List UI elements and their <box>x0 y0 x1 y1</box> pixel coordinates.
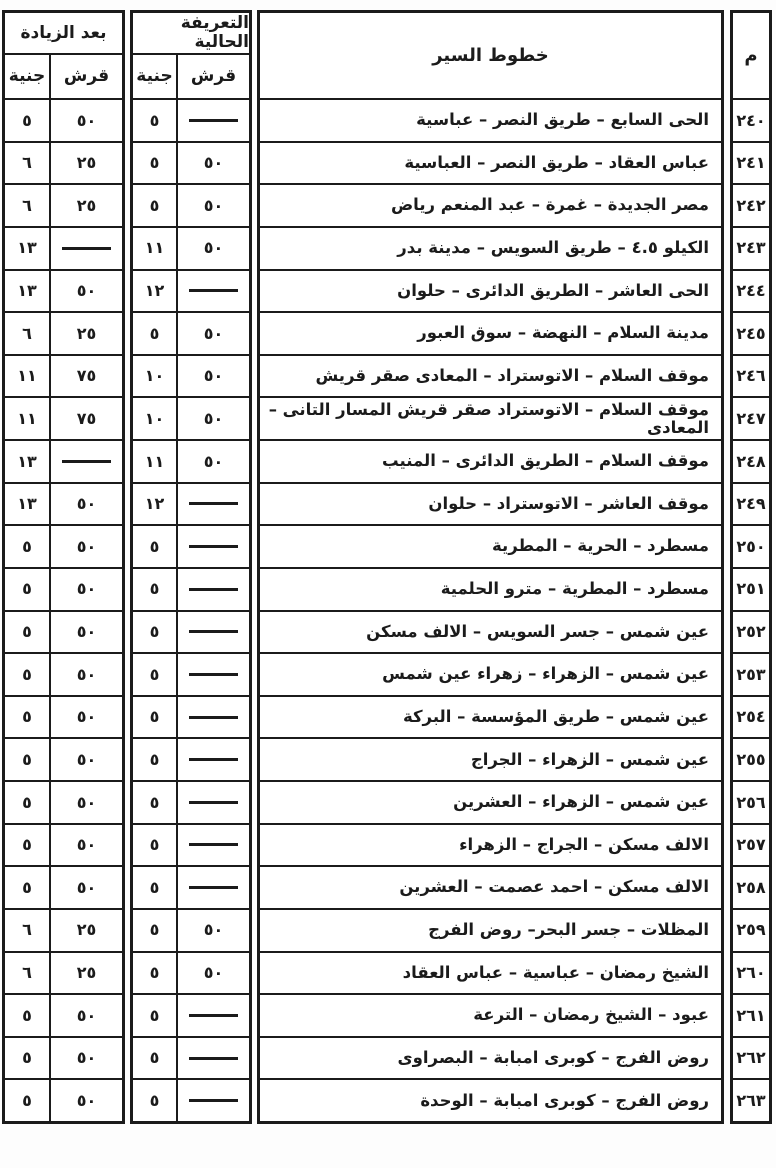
current-geneih-cell: ١٠ <box>133 354 176 397</box>
increase-geneih-cell: ٥ <box>5 567 49 610</box>
increase-geneih-cell: ٦ <box>5 141 49 184</box>
increase-qirsh-cell: ٥٠ <box>49 823 122 866</box>
increase-geneih-cell: ٦ <box>5 311 49 354</box>
route-cell: المظلات – جسر البحر– روض الفرج <box>260 908 721 951</box>
serial-cell: ٢٤٨ <box>733 439 769 482</box>
increase-qirsh-cell: ٥٠ <box>49 737 122 780</box>
increase-geneih-cell: ٥ <box>5 865 49 908</box>
route-cell: مسطرد – المطرية – مترو الحلمية <box>260 567 721 610</box>
current-qirsh-cell <box>176 865 249 908</box>
route-cell: روض الفرج – كوبرى امبابة – البصراوى <box>260 1036 721 1079</box>
current-geneih-cell: ٥ <box>133 908 176 951</box>
increase-qirsh-cell: ٥٠ <box>49 695 122 738</box>
increase-qirsh-cell: ٥٠ <box>49 567 122 610</box>
route-cell: الالف مسكن – الجراج – الزهراء <box>260 823 721 866</box>
current-qirsh-cell <box>176 610 249 653</box>
current-qirsh-cell <box>176 737 249 780</box>
no-value-dash <box>62 460 110 463</box>
current-qirsh-cell: ٥٠ <box>176 908 249 951</box>
current-geneih-cell: ٥ <box>133 652 176 695</box>
no-value-dash <box>189 801 237 804</box>
increase-geneih-cell: ٥ <box>5 1036 49 1079</box>
increase-geneih-cell: ٥ <box>5 524 49 567</box>
current-qirsh-cell: ٥٠ <box>176 311 249 354</box>
serial-cell: ٢٦٣ <box>733 1078 769 1121</box>
no-value-dash <box>189 1057 237 1060</box>
no-value-dash <box>189 119 237 122</box>
increase-qirsh-cell: ٥٠ <box>49 1078 122 1121</box>
serial-cell: ٢٤٢ <box>733 183 769 226</box>
route-cell: الكيلو ٤.٥ – طريق السويس – مدينة بدر <box>260 226 721 269</box>
current-qirsh-cell: ٥٠ <box>176 354 249 397</box>
increase-geneih-cell: ٥ <box>5 823 49 866</box>
geneih-header: جنية <box>133 53 176 98</box>
current-qirsh-cell: ٥٠ <box>176 226 249 269</box>
no-value-dash <box>189 1014 237 1017</box>
current-tariff-panel <box>130 10 252 1124</box>
no-value-dash <box>189 886 237 889</box>
current-geneih-cell: ٥ <box>133 1036 176 1079</box>
route-cell: عين شمس – الزهراء – الجراج <box>260 737 721 780</box>
current-qirsh-cell <box>176 482 249 525</box>
serial-cell: ٢٥٣ <box>733 652 769 695</box>
current-geneih-cell: ١١ <box>133 226 176 269</box>
increase-qirsh-cell <box>49 439 122 482</box>
current-qirsh-cell: ٥٠ <box>176 396 249 439</box>
no-value-dash <box>189 502 237 505</box>
current-qirsh-cell: ٥٠ <box>176 141 249 184</box>
increase-qirsh-cell: ٧٥ <box>49 396 122 439</box>
serial-cell: ٢٥٧ <box>733 823 769 866</box>
no-value-dash <box>189 758 237 761</box>
serial-cell: ٢٥٤ <box>733 695 769 738</box>
current-geneih-cell: ٥ <box>133 567 176 610</box>
increase-qirsh-cell: ٥٠ <box>49 482 122 525</box>
increase-qirsh-cell: ٥٠ <box>49 780 122 823</box>
increase-qirsh-cell: ٥٠ <box>49 652 122 695</box>
increase-geneih-cell: ١١ <box>5 354 49 397</box>
route-cell: مسطرد – الحرية – المطرية <box>260 524 721 567</box>
increase-qirsh-cell: ٥٠ <box>49 1036 122 1079</box>
current-qirsh-cell <box>176 993 249 1036</box>
route-cell: موقف السلام – الطريق الدائرى – المنيب <box>260 439 721 482</box>
increase-qirsh-cell: ٧٥ <box>49 354 122 397</box>
current-qirsh-cell: ٥٠ <box>176 183 249 226</box>
increase-qirsh-cell <box>49 226 122 269</box>
serial-cell: ٢٥٠ <box>733 524 769 567</box>
no-value-dash <box>189 1099 237 1102</box>
route-cell: الشيخ رمضان – عباسية – عباس العقاد <box>260 951 721 994</box>
serial-cell: ٢٤٥ <box>733 311 769 354</box>
qirsh-header: قرش <box>176 53 249 98</box>
route-cell: موقف العاشر – الاتوستراد – حلوان <box>260 482 721 525</box>
route-cell: عين شمس – جسر السويس – الالف مسكن <box>260 610 721 653</box>
current-geneih-cell: ٥ <box>133 823 176 866</box>
current-qirsh-cell <box>176 823 249 866</box>
routes-header: خطوط السير <box>432 44 549 66</box>
serial-cell: ٢٤٣ <box>733 226 769 269</box>
current-qirsh-cell <box>176 1078 249 1121</box>
serial-cell: ٢٥١ <box>733 567 769 610</box>
route-cell: عبود – الشيخ رمضان – الترعة <box>260 993 721 1036</box>
increase-qirsh-cell: ٥٠ <box>49 98 122 141</box>
current-geneih-cell: ١٠ <box>133 396 176 439</box>
serial-cell: ٢٤٠ <box>733 98 769 141</box>
current-qirsh-cell <box>176 1036 249 1079</box>
serial-panel <box>730 10 772 1124</box>
no-value-dash <box>189 673 237 676</box>
no-value-dash <box>62 247 110 250</box>
current-geneih-cell: ٥ <box>133 311 176 354</box>
current-geneih-cell: ٥ <box>133 780 176 823</box>
no-value-dash <box>189 716 237 719</box>
increase-qirsh-cell: ٢٥ <box>49 311 122 354</box>
increase-qirsh-cell: ٥٠ <box>49 610 122 653</box>
current-qirsh-cell <box>176 780 249 823</box>
current-geneih-cell: ١٢ <box>133 269 176 312</box>
route-cell: الحى السابع – طريق النصر – عباسية <box>260 98 721 141</box>
no-value-dash <box>189 843 237 846</box>
current-qirsh-cell <box>176 98 249 141</box>
current-geneih-cell: ١١ <box>133 439 176 482</box>
current-geneih-cell: ٥ <box>133 141 176 184</box>
serial-cell: ٢٦٢ <box>733 1036 769 1079</box>
no-value-dash <box>189 588 237 591</box>
no-value-dash <box>189 630 237 633</box>
increase-qirsh-cell: ٥٠ <box>49 269 122 312</box>
current-tariff-header: التعريفة الحالية <box>180 13 249 52</box>
fare-table <box>2 10 772 1124</box>
current-qirsh-cell <box>176 695 249 738</box>
increase-geneih-cell: ١٣ <box>5 226 49 269</box>
serial-cell: ٢٦١ <box>733 993 769 1036</box>
route-cell: الالف مسكن – احمد عصمت – العشرين <box>260 865 721 908</box>
current-qirsh-cell <box>176 269 249 312</box>
current-geneih-cell: ٥ <box>133 737 176 780</box>
route-cell: عين شمس – الزهراء – زهراء عين شمس <box>260 652 721 695</box>
increase-geneih-cell: ١٣ <box>5 269 49 312</box>
increase-geneih-cell: ٦ <box>5 908 49 951</box>
increase-geneih-cell: ٥ <box>5 695 49 738</box>
increase-qirsh-cell: ٥٠ <box>49 865 122 908</box>
serial-cell: ٢٦٠ <box>733 951 769 994</box>
geneih-header: جنية <box>5 53 49 98</box>
serial-cell: ٢٤٩ <box>733 482 769 525</box>
current-geneih-cell: ٥ <box>133 98 176 141</box>
serial-cell: ٢٥٥ <box>733 737 769 780</box>
serial-header: م <box>744 44 758 66</box>
increase-qirsh-cell: ٢٥ <box>49 951 122 994</box>
route-cell: الحى العاشر – الطريق الدائرى – حلوان <box>260 269 721 312</box>
increase-geneih-cell: ٥ <box>5 652 49 695</box>
increase-geneih-cell: ٥ <box>5 737 49 780</box>
serial-cell: ٢٤٦ <box>733 354 769 397</box>
increase-geneih-cell: ٥ <box>5 610 49 653</box>
increase-geneih-cell: ١٣ <box>5 482 49 525</box>
serial-cell: ٢٥٩ <box>733 908 769 951</box>
after-increase-header: بعد الزيادة <box>20 22 107 43</box>
current-geneih-cell: ٥ <box>133 951 176 994</box>
increase-geneih-cell: ٥ <box>5 993 49 1036</box>
increase-qirsh-cell: ٢٥ <box>49 141 122 184</box>
no-value-dash <box>189 545 237 548</box>
increase-qirsh-cell: ٥٠ <box>49 524 122 567</box>
routes-panel <box>257 10 724 1124</box>
serial-cell: ٢٥٨ <box>733 865 769 908</box>
current-qirsh-cell: ٥٠ <box>176 439 249 482</box>
current-geneih-cell: ٥ <box>133 183 176 226</box>
route-cell: موقف السلام – الاتوستراد صقر قريش المسار التانى – المعادى <box>260 396 721 439</box>
increase-qirsh-cell: ٥٠ <box>49 993 122 1036</box>
current-geneih-cell: ١٢ <box>133 482 176 525</box>
route-cell: عين شمس – الزهراء – العشرين <box>260 780 721 823</box>
serial-cell: ٢٥٦ <box>733 780 769 823</box>
route-cell: مصر الجديدة – غمرة – عبد المنعم رياض <box>260 183 721 226</box>
current-qirsh-cell <box>176 567 249 610</box>
current-geneih-cell: ٥ <box>133 1078 176 1121</box>
no-value-dash <box>189 289 237 292</box>
serial-cell: ٢٤٧ <box>733 396 769 439</box>
increase-geneih-cell: ٦ <box>5 951 49 994</box>
current-qirsh-cell: ٥٠ <box>176 951 249 994</box>
increase-geneih-cell: ١٣ <box>5 439 49 482</box>
increase-geneih-cell: ١١ <box>5 396 49 439</box>
route-cell: روض الفرج – كوبرى امبابة – الوحدة <box>260 1078 721 1121</box>
serial-cell: ٢٥٢ <box>733 610 769 653</box>
increase-geneih-cell: ٥ <box>5 1078 49 1121</box>
current-geneih-cell: ٥ <box>133 695 176 738</box>
current-qirsh-cell <box>176 652 249 695</box>
increase-qirsh-cell: ٢٥ <box>49 183 122 226</box>
serial-cell: ٢٤١ <box>733 141 769 184</box>
increase-qirsh-cell: ٢٥ <box>49 908 122 951</box>
qirsh-header: قرش <box>49 53 122 98</box>
current-geneih-cell: ٥ <box>133 993 176 1036</box>
increase-geneih-cell: ٥ <box>5 780 49 823</box>
route-cell: عين شمس – طريق المؤسسة – البركة <box>260 695 721 738</box>
current-geneih-cell: ٥ <box>133 610 176 653</box>
current-geneih-cell: ٥ <box>133 865 176 908</box>
route-cell: موقف السلام – الاتوستراد – المعادى صقر قريش <box>260 354 721 397</box>
route-cell: مدينة السلام – النهضة – سوق العبور <box>260 311 721 354</box>
increase-geneih-cell: ٦ <box>5 183 49 226</box>
current-qirsh-cell <box>176 524 249 567</box>
serial-cell: ٢٤٤ <box>733 269 769 312</box>
route-cell: عباس العقاد – طريق النصر – العباسية <box>260 141 721 184</box>
increase-geneih-cell: ٥ <box>5 98 49 141</box>
current-geneih-cell: ٥ <box>133 524 176 567</box>
after-increase-panel <box>2 10 125 1124</box>
